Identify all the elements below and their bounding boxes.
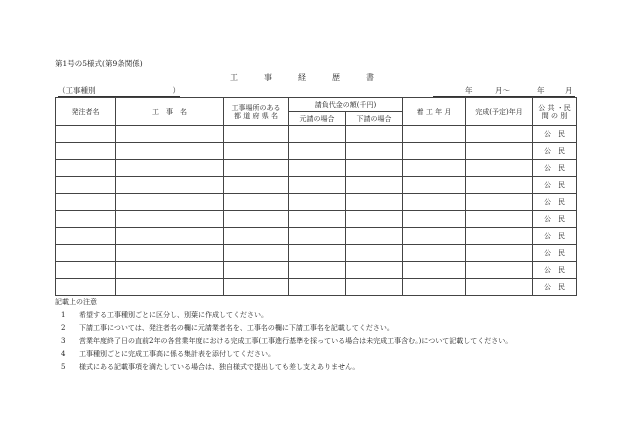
- header-public-private: [533, 98, 577, 126]
- note-item: [55, 362, 575, 372]
- work-type-label: （工事種別: [58, 86, 96, 95]
- completion-cell[interactable]: [466, 211, 533, 228]
- header-orderer: 発注者名: [56, 98, 116, 126]
- completion-cell[interactable]: [466, 262, 533, 279]
- note-item: [55, 310, 575, 320]
- table-row: [56, 211, 577, 228]
- start-cell[interactable]: [403, 245, 466, 262]
- prime-amount-cell[interactable]: [289, 245, 346, 262]
- start-cell[interactable]: [403, 126, 466, 143]
- orderer-cell[interactable]: [56, 228, 116, 245]
- table-row: [56, 228, 577, 245]
- notes-list: [55, 310, 575, 372]
- work-history-table: [55, 97, 577, 296]
- completion-cell[interactable]: [466, 126, 533, 143]
- completion-cell[interactable]: [466, 160, 533, 177]
- project-cell[interactable]: [116, 126, 224, 143]
- public-option[interactable]: 公: [544, 283, 551, 291]
- completion-cell[interactable]: [466, 143, 533, 160]
- orderer-cell[interactable]: [56, 126, 116, 143]
- prime-amount-cell[interactable]: [289, 228, 346, 245]
- prime-amount-cell[interactable]: [289, 279, 346, 296]
- note-number: 3: [61, 337, 66, 345]
- table-row: [56, 245, 577, 262]
- location-cell[interactable]: [224, 211, 289, 228]
- sub-amount-cell[interactable]: [346, 160, 403, 177]
- period-field[interactable]: [433, 86, 575, 97]
- prime-amount-cell[interactable]: [289, 160, 346, 177]
- public-private-cell[interactable]: [533, 245, 577, 262]
- period-year-end: 年: [537, 86, 545, 95]
- project-cell[interactable]: [116, 245, 224, 262]
- public-private-cell[interactable]: [533, 177, 577, 194]
- note-item: [55, 323, 575, 333]
- notes-heading: 記載上の注意: [55, 298, 97, 306]
- table-row: [56, 160, 577, 177]
- completion-cell[interactable]: [466, 194, 533, 211]
- project-cell[interactable]: [116, 160, 224, 177]
- sub-amount-cell[interactable]: [346, 194, 403, 211]
- private-option[interactable]: 民: [558, 198, 565, 206]
- header-sub: 下請の場合: [346, 112, 403, 126]
- table-row: [56, 262, 577, 279]
- private-option[interactable]: 民: [558, 147, 565, 155]
- note-number: 5: [61, 363, 66, 371]
- form-number: 第1号の5様式(第9条関係): [55, 59, 143, 68]
- orderer-cell[interactable]: [56, 143, 116, 160]
- header-prime: 元請の場合: [289, 112, 346, 126]
- public-private-cell[interactable]: [533, 228, 577, 245]
- table-row: [56, 143, 577, 160]
- public-option[interactable]: 公: [544, 147, 551, 155]
- prime-amount-cell[interactable]: [289, 126, 346, 143]
- table-row: [56, 194, 577, 211]
- sub-amount-cell[interactable]: [346, 279, 403, 296]
- note-text: 下請工事については、発注者名の欄に元請業者名を、工事名の欄に下請工事名を記載してください。: [79, 324, 394, 332]
- project-cell[interactable]: [116, 143, 224, 160]
- orderer-cell[interactable]: [56, 245, 116, 262]
- note-number: 2: [61, 324, 66, 332]
- header-project: 工 事 名: [116, 98, 224, 126]
- location-cell[interactable]: [224, 228, 289, 245]
- public-option[interactable]: 公: [544, 215, 551, 223]
- period-month-start: 月～: [495, 86, 510, 95]
- header-completion: 完成(予定)年月: [466, 98, 533, 126]
- start-cell[interactable]: [403, 143, 466, 160]
- location-cell[interactable]: [224, 126, 289, 143]
- public-private-cell[interactable]: [533, 211, 577, 228]
- location-cell[interactable]: [224, 245, 289, 262]
- sub-amount-cell[interactable]: [346, 177, 403, 194]
- header-pubpriv-line1: 公 共 ・民: [538, 103, 571, 112]
- start-cell[interactable]: [403, 228, 466, 245]
- location-cell[interactable]: [224, 143, 289, 160]
- note-number: 4: [61, 350, 66, 358]
- header-location-line1: 工事場所のある: [231, 103, 281, 112]
- header-contract-amount: 請負代金の額(千円): [289, 98, 403, 112]
- public-private-cell[interactable]: [533, 279, 577, 296]
- note-text: 営業年度終了日の直前2年の各営業年度における完成工事(工事進行基準を採っている場合は未完成工事含む。)について記載してください。: [79, 337, 513, 345]
- private-option[interactable]: 民: [558, 266, 565, 274]
- work-type-field[interactable]: [58, 86, 180, 97]
- public-option[interactable]: 公: [544, 266, 551, 274]
- completion-cell[interactable]: [466, 245, 533, 262]
- table-row: [56, 177, 577, 194]
- orderer-cell[interactable]: [56, 211, 116, 228]
- private-option[interactable]: 民: [558, 283, 565, 291]
- sub-amount-cell[interactable]: [346, 126, 403, 143]
- private-option[interactable]: 民: [558, 130, 565, 138]
- header-location-line2: 都 道 府 県 名: [234, 111, 278, 120]
- start-cell[interactable]: [403, 279, 466, 296]
- orderer-cell[interactable]: [56, 194, 116, 211]
- orderer-cell[interactable]: [56, 160, 116, 177]
- prime-amount-cell[interactable]: [289, 177, 346, 194]
- private-option[interactable]: 民: [558, 181, 565, 189]
- header-start: 着 工 年 月: [403, 98, 466, 126]
- prime-amount-cell[interactable]: [289, 194, 346, 211]
- prime-amount-cell[interactable]: [289, 211, 346, 228]
- project-cell[interactable]: [116, 279, 224, 296]
- completion-cell[interactable]: [466, 177, 533, 194]
- period-year-start: 年: [465, 86, 473, 95]
- private-option[interactable]: 民: [558, 164, 565, 172]
- page-title: 工事経歴書: [230, 73, 400, 82]
- notes-section: [55, 297, 575, 375]
- note-text: 工事種別ごとに完成工事高に係る集計表を添付してください。: [79, 350, 275, 358]
- completion-cell[interactable]: [466, 228, 533, 245]
- start-cell[interactable]: [403, 262, 466, 279]
- sub-amount-cell[interactable]: [346, 245, 403, 262]
- public-private-cell[interactable]: [533, 194, 577, 211]
- note-text: 希望する工事種別ごとに区分し、別葉に作成してください。: [79, 311, 268, 319]
- sub-amount-cell[interactable]: [346, 228, 403, 245]
- public-private-cell[interactable]: [533, 262, 577, 279]
- project-cell[interactable]: [116, 262, 224, 279]
- sub-amount-cell[interactable]: [346, 211, 403, 228]
- project-cell[interactable]: [116, 177, 224, 194]
- location-cell[interactable]: [224, 279, 289, 296]
- orderer-cell[interactable]: [56, 262, 116, 279]
- private-option[interactable]: 民: [558, 215, 565, 223]
- period-month-end: 月: [565, 86, 573, 95]
- location-cell[interactable]: [224, 262, 289, 279]
- note-item: [55, 349, 575, 359]
- private-option[interactable]: 民: [558, 232, 565, 240]
- public-option[interactable]: 公: [544, 164, 551, 172]
- public-option[interactable]: 公: [544, 249, 551, 257]
- public-private-cell[interactable]: [533, 143, 577, 160]
- public-option[interactable]: 公: [544, 130, 551, 138]
- project-cell[interactable]: [116, 194, 224, 211]
- note-item: [55, 336, 575, 346]
- public-option[interactable]: 公: [544, 198, 551, 206]
- project-cell[interactable]: [116, 211, 224, 228]
- project-cell[interactable]: [116, 228, 224, 245]
- location-cell[interactable]: [224, 194, 289, 211]
- start-cell[interactable]: [403, 177, 466, 194]
- public-private-cell[interactable]: [533, 126, 577, 143]
- work-type-close: ）: [172, 86, 180, 95]
- sub-amount-cell[interactable]: [346, 262, 403, 279]
- public-private-cell[interactable]: [533, 160, 577, 177]
- start-cell[interactable]: [403, 194, 466, 211]
- orderer-cell[interactable]: [56, 279, 116, 296]
- public-option[interactable]: 公: [544, 181, 551, 189]
- header-location: [224, 98, 289, 126]
- sub-amount-cell[interactable]: [346, 143, 403, 160]
- start-cell[interactable]: [403, 211, 466, 228]
- prime-amount-cell[interactable]: [289, 262, 346, 279]
- note-number: 1: [61, 311, 66, 319]
- header-pubpriv-line2: 間 の 別: [541, 111, 568, 120]
- location-cell[interactable]: [224, 177, 289, 194]
- location-cell[interactable]: [224, 160, 289, 177]
- table-row: [56, 126, 577, 143]
- private-option[interactable]: 民: [558, 249, 565, 257]
- completion-cell[interactable]: [466, 279, 533, 296]
- note-text: 様式にある記載事項を満たしている場合は、独自様式で提出しても差し支えありません。: [79, 363, 360, 371]
- prime-amount-cell[interactable]: [289, 143, 346, 160]
- table-row: [56, 279, 577, 296]
- public-option[interactable]: 公: [544, 232, 551, 240]
- start-cell[interactable]: [403, 160, 466, 177]
- orderer-cell[interactable]: [56, 177, 116, 194]
